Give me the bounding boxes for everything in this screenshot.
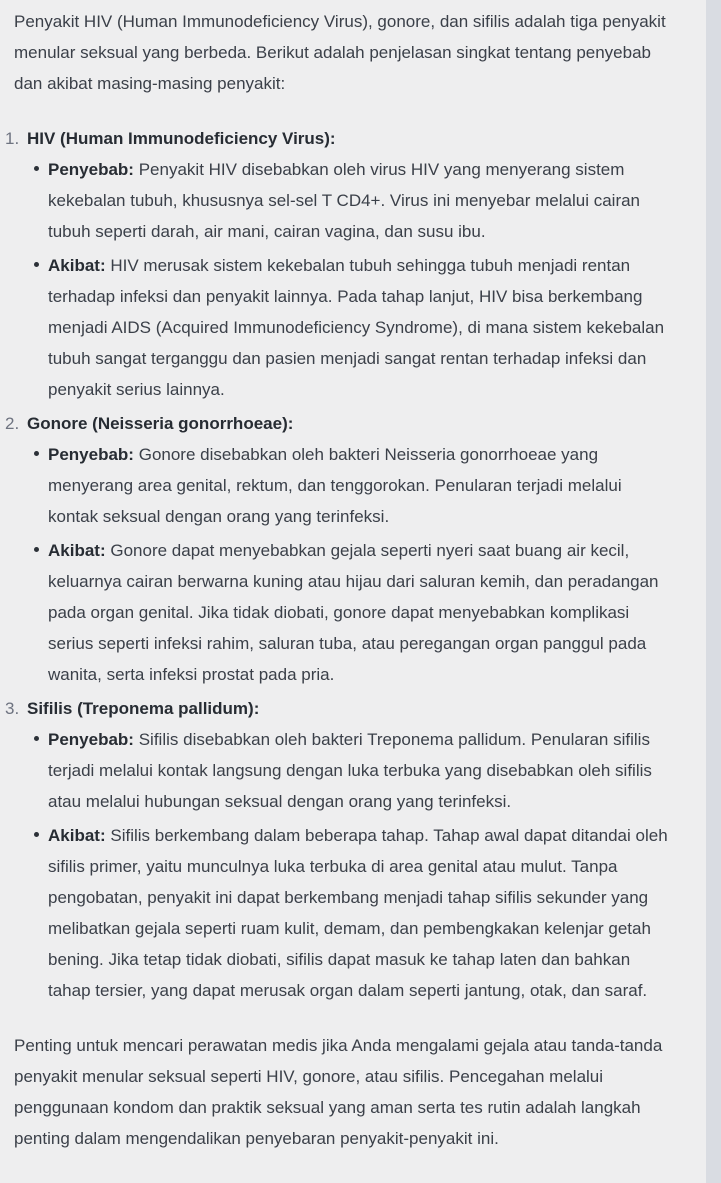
disease-title: Gonore (Neisseria gonorrhoeae): [27,414,294,433]
disease-bullets [0,154,721,405]
bullet-icon [34,547,39,552]
disease-title: HIV (Human Immunodeficiency Virus): [27,129,336,148]
bullet-text: Gonore dapat menyebabkan gejala seperti nyeri saat buang air kecil, keluarnya cairan berwarna kuning atau hijau dari saluran kemih, dan peradangan pada organ genital. Jika tidak diobati, gonore dapat menyebabkan komplikasi serius seperti infeksi rahim, saluran tuba, atau peregangan organ panggul pada wanita, serta infeksi prostat pada pria. [48,541,659,684]
bullet-text: HIV merusak sistem kekebalan tubuh sehingga tubuh menjadi rentan terhadap infeksi dan penyakit lainnya. Pada tahap lanjut, HIV bisa berkembang menjadi AIDS (Acquired Immunodeficiency Syndrome), di mana sistem kekebalan tubuh sangat terganggu dan pasien menjadi sangat rentan terhadap infeksi dan penyakit serius lainnya. [48,256,665,399]
list-number: 1. [5,129,20,148]
bullet-item-penyebab [0,439,721,532]
intro-paragraph: Penyakit HIV (Human Immunodeficiency Virus), gonore, dan sifilis adalah tiga penyakit menular seksual yang berbeda. Berikut adalah penjelasan singkat tentang penyebab dan akibat masing-masing penyakit: [14,12,666,93]
bullet-item-akibat [0,535,721,690]
bullet-label: Penyebab: [48,730,134,749]
bullet-text: Gonore disebabkan oleh bakteri Neisseria gonorrhoeae yang menyerang area genital, rektum, dan tenggorokan. Penularan terjadi melalui kontak seksual dengan orang yang terinfeksi. [48,445,622,526]
disease-heading [0,123,721,154]
list-number: 2. [5,414,20,433]
bullet-text: Sifilis berkembang dalam beberapa tahap. Tahap awal dapat ditandai oleh sifilis primer, yaitu munculnya luka terbuka di area genital atau mulut. Tanpa pengobatan, penyakit ini dapat berkembang menjadi tahap sifilis sekunder yang melibatkan gejala seperti ruam kulit, demam, dan pembengkakan kelenjar getah bening. Jika tetap tidak diobati, sifilis dapat masuk ke tahap laten dan bahkan tahap tersier, yang dapat merusak organ dalam seperti jantung, otak, dan saraf. [48,826,668,1000]
bullet-text: Penyakit HIV disebabkan oleh virus HIV yang menyerang sistem kekebalan tubuh, khususnya sel-sel T CD4+. Virus ini menyebar melalui cairan tubuh seperti darah, air mani, cairan vagina, dan susu ibu. [48,160,641,241]
disease-bullets [0,439,721,690]
bullet-label: Akibat: [48,541,106,560]
scrollbar-track[interactable] [706,0,721,1183]
disease-item-sifilis [0,693,721,1006]
disease-list [0,123,721,1006]
bullet-item-penyebab [0,154,721,247]
bullet-label: Penyebab: [48,160,134,179]
disease-item-gonore [0,408,721,690]
bullet-icon [34,166,39,171]
disease-heading [0,693,721,724]
bullet-label: Akibat: [48,256,106,275]
closing-paragraph: Penting untuk mencari perawatan medis jika Anda mengalami gejala atau tanda-tanda penyakit menular seksual seperti HIV, gonore, atau sifilis. Pencegahan melalui penggunaan kondom dan praktik seksual yang aman serta tes rutin adalah langkah penting dalam mengendalikan penyebaran penyakit-penyakit ini. [14,1036,663,1148]
bullet-item-akibat [0,820,721,1006]
bullet-label: Penyebab: [48,445,134,464]
disease-bullets [0,724,721,1006]
bullet-item-akibat [0,250,721,405]
bullet-icon [34,451,39,456]
disease-heading [0,408,721,439]
bullet-text: Sifilis disebabkan oleh bakteri Treponema pallidum. Penularan sifilis terjadi melalui kontak langsung dengan luka terbuka yang disebabkan oleh sifilis atau melalui hubungan seksual dengan orang yang terinfeksi. [48,730,652,811]
list-number: 3. [5,699,20,718]
disease-title: Sifilis (Treponema pallidum): [27,699,260,718]
bullet-icon [34,262,39,267]
bullet-icon [34,832,39,837]
bullet-label: Akibat: [48,826,106,845]
bullet-item-penyebab [0,724,721,817]
disease-item-hiv [0,123,721,405]
bullet-icon [34,736,39,741]
